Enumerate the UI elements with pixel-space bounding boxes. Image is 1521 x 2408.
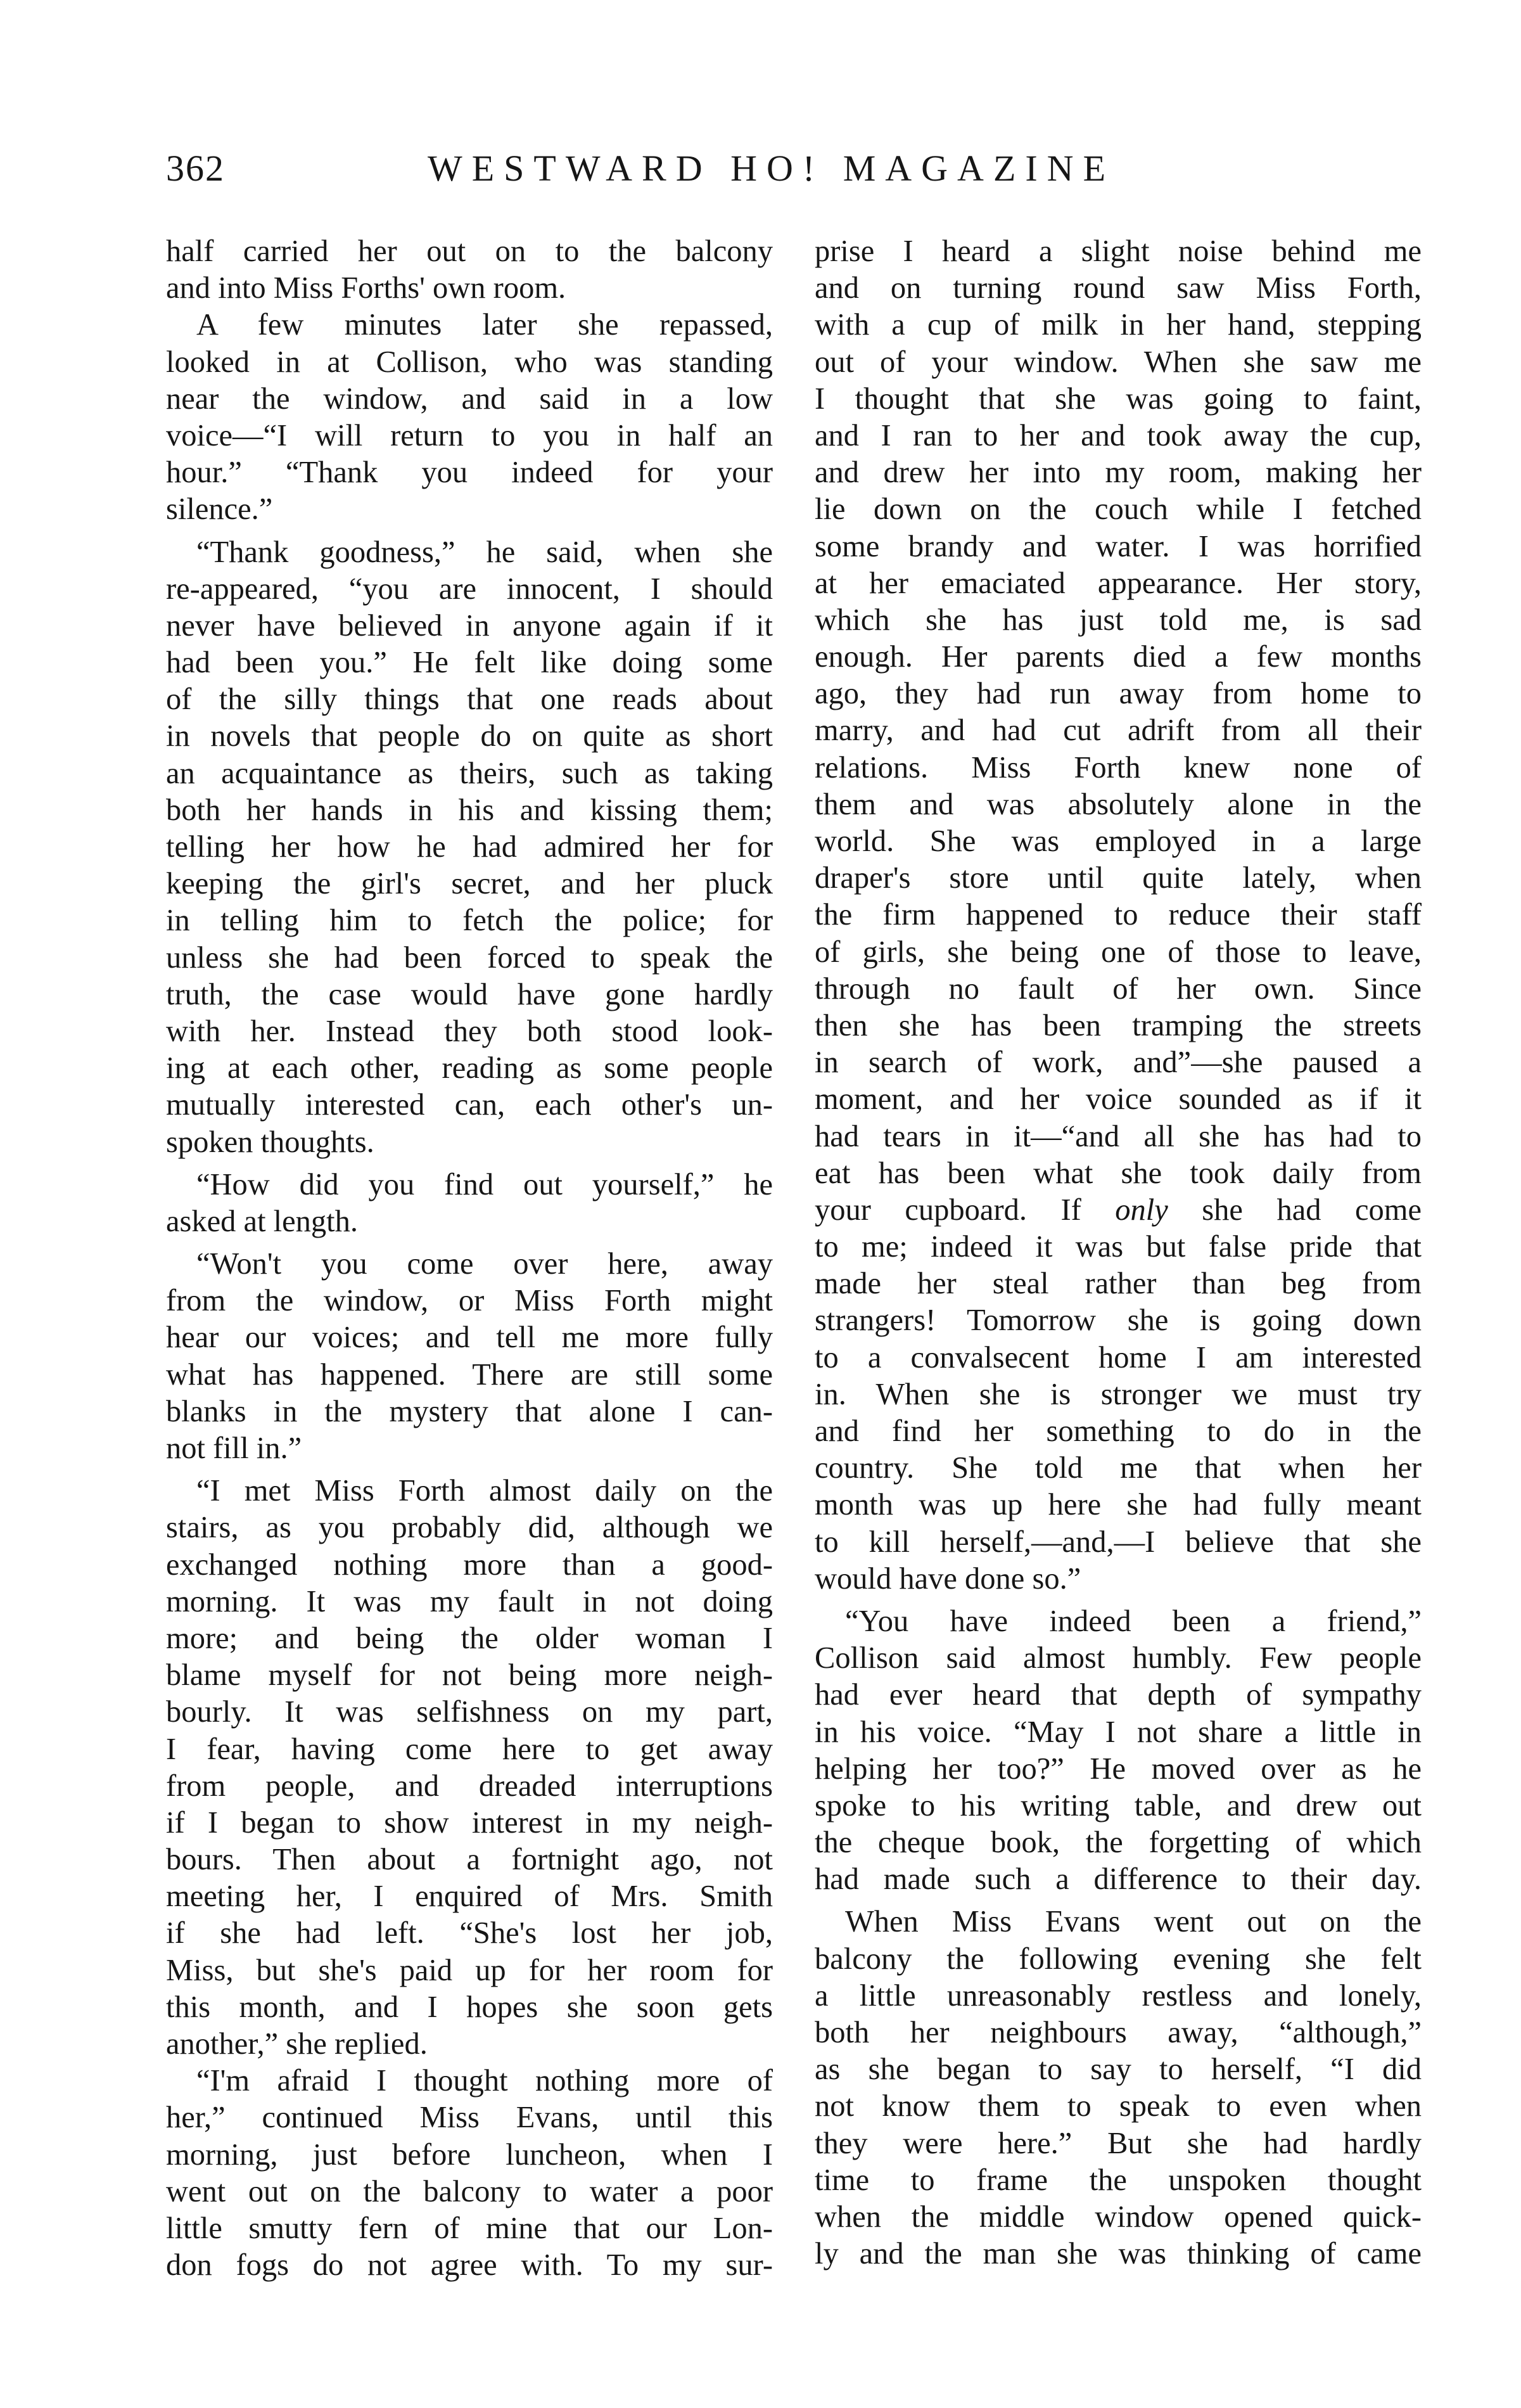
- text-line: this month, and I hopes she soon gets: [166, 1990, 773, 2024]
- text-line: then she has been tramping the streets: [815, 1008, 1422, 1042]
- running-header: [0, 147, 1521, 210]
- text-line: in. When she is stronger we must try: [815, 1377, 1422, 1411]
- text-line: meeting her, I enquired of Mrs. Smith: [166, 1880, 773, 1914]
- text-line: made her steal rather than beg from: [815, 1267, 1422, 1301]
- text-line: truth, the case would have gone hardly: [166, 977, 773, 1011]
- left-column: [166, 233, 773, 2284]
- text-line: in telling him to fetch the police; for: [166, 904, 773, 938]
- text-line: “You have indeed been a friend,”: [845, 1604, 1422, 1638]
- text-line: some brandy and water. I was horrified: [815, 529, 1422, 563]
- text-line: telling her how he had admired her for: [166, 830, 773, 864]
- text-line: hour.” “Thank you indeed for your: [166, 456, 773, 490]
- text-line: blame myself for not being more neigh-: [166, 1658, 773, 1693]
- text-line: looked in at Collison, who was standing: [166, 345, 773, 379]
- text-line: they were here.” But she had hardly: [815, 2126, 1422, 2160]
- text-line: went out on the balcony to water a poor: [166, 2174, 773, 2208]
- text-line: as she began to say to herself, “I did: [815, 2053, 1422, 2087]
- text-line: [815, 1192, 1422, 1229]
- text-line: blanks in the mystery that alone I can-: [166, 1394, 773, 1428]
- text-line: hear our voices; and tell me more fully: [166, 1321, 773, 1355]
- text-line: never have believed in anyone again if it: [166, 608, 773, 643]
- text-line: them and was absolutely alone in the: [815, 787, 1422, 821]
- text-line: ago, they had run away from home to: [815, 677, 1422, 711]
- text-line: bours. Then about a fortnight ago, not: [166, 1843, 773, 1877]
- text-line: Collison said almost humbly. Few people: [815, 1641, 1422, 1675]
- text-line: not fill in.”: [166, 1431, 302, 1465]
- text-line: when the middle window opened quick-: [815, 2200, 1422, 2234]
- text-line: ly and the man she was thinking of came: [815, 2237, 1422, 2271]
- text-line: not know them to speak to even when: [815, 2089, 1422, 2123]
- text-line: an acquaintance as theirs, such as taking: [166, 756, 773, 790]
- text-line: both her neighbours away, “although,”: [815, 2016, 1422, 2049]
- text-line: helping her too?” He moved over as he: [815, 1752, 1422, 1786]
- text-line: morning. It was my fault in not doing: [166, 1584, 773, 1618]
- text-line: and I ran to her and took away the cup,: [815, 418, 1422, 452]
- text-line: keeping the girl's secret, and her pluck: [166, 867, 773, 901]
- text-line: with a cup of milk in her hand, stepping: [815, 308, 1422, 342]
- text-line: through no fault of her own. Since: [815, 971, 1422, 1006]
- text-line: marry, and had cut adrift from all their: [815, 714, 1422, 748]
- text-line: “I met Miss Forth almost daily on the: [196, 1474, 773, 1508]
- text-line: prise I heard a slight noise behind me: [815, 234, 1422, 268]
- text-line: re-appeared, “you are innocent, I should: [166, 572, 773, 606]
- text-line: at her emaciated appearance. Her story,: [815, 566, 1422, 600]
- emphasis-text: only: [1115, 1193, 1168, 1227]
- text-line: would have done so.”: [815, 1561, 1081, 1596]
- text-line: voice—“I will return to you in half an: [166, 418, 773, 452]
- text-fragment: she had come: [1202, 1193, 1422, 1227]
- text-line: draper's store until quite lately, when: [815, 861, 1422, 895]
- text-line: both her hands in his and kissing them;: [166, 793, 773, 827]
- text-line: “How did you find out yourself,” he: [196, 1167, 773, 1201]
- text-line: the cheque book, the forgetting of which: [815, 1826, 1422, 1860]
- text-line: of the silly things that one reads about: [166, 682, 773, 717]
- text-line: had tears in it—“and all she has had to: [815, 1119, 1422, 1153]
- text-line: time to frame the unspoken thought: [815, 2163, 1422, 2197]
- text-line: bourly. It was selfishness on my part,: [166, 1695, 773, 1729]
- text-line: more; and being the older woman I: [166, 1621, 773, 1655]
- text-line: morning, just before luncheon, when I: [166, 2137, 773, 2172]
- text-line: ing at each other, reading as some people: [166, 1051, 773, 1086]
- text-line: “Thank goodness,” he said, when she: [196, 535, 773, 569]
- text-line: near the window, and said in a low: [166, 381, 773, 416]
- text-line: had ever heard that depth of sympathy: [815, 1678, 1422, 1712]
- text-line: world. She was employed in a large: [815, 824, 1422, 858]
- text-line: moment, and her voice sounded as if it: [815, 1082, 1422, 1117]
- text-line: stairs, as you probably did, although we: [166, 1511, 773, 1545]
- magazine-title: WESTWARD HO! MAGAZINE: [428, 148, 1116, 189]
- text-line: if she had left. “She's lost her job,: [166, 1916, 773, 1950]
- text-line: a little unreasonably restless and lonely,: [815, 1978, 1422, 2013]
- text-line: “I'm afraid I thought nothing more of: [196, 2064, 773, 2098]
- text-line: to me; indeed it was but false pride that: [815, 1230, 1422, 1264]
- text-line: little smutty fern of mine that our Lon-: [166, 2211, 773, 2245]
- text-line: of girls, she being one of those to leave,: [815, 935, 1422, 969]
- text-line: silence.”: [166, 492, 273, 527]
- text-line: to kill herself,—and,—I believe that she: [815, 1525, 1422, 1559]
- text-line: unless she had been forced to speak the: [166, 940, 773, 975]
- text-line: which she has just told me, is sad: [815, 603, 1422, 637]
- text-fragment: your cupboard. If: [815, 1193, 1081, 1227]
- text-line: the firm happened to reduce their staff: [815, 898, 1422, 932]
- text-line: what has happened. There are still some: [166, 1357, 773, 1392]
- text-line: enough. Her parents died a few months: [815, 640, 1422, 674]
- text-line: and into Miss Forths' own room.: [166, 271, 566, 305]
- text-line: her,” continued Miss Evans, until this: [166, 2101, 773, 2135]
- text-line: and on turning round saw Miss Forth,: [815, 271, 1422, 305]
- text-line: to a convalsecent home I am interested: [815, 1340, 1422, 1374]
- text-line: and find her something to do in the: [815, 1414, 1422, 1448]
- text-line: with her. Instead they both stood look-: [166, 1014, 773, 1048]
- page-number: 362: [166, 148, 225, 189]
- text-line: in his voice. “May I not share a little in: [815, 1715, 1422, 1749]
- text-line: half carried her out on to the balcony: [166, 234, 773, 268]
- text-line: out of your window. When she saw me: [815, 345, 1422, 379]
- text-line: from people, and dreaded interruptions: [166, 1769, 773, 1803]
- text-line: relations. Miss Forth knew none of: [815, 750, 1422, 785]
- text-line: I thought that she was going to faint,: [815, 381, 1422, 416]
- text-line: A few minutes later she repassed,: [196, 308, 773, 342]
- text-line: strangers! Tomorrow she is going down: [815, 1303, 1422, 1338]
- text-line: mutually interested can, each other's un-: [166, 1088, 773, 1122]
- text-line: had been you.” He felt like doing some: [166, 646, 773, 680]
- text-line: When Miss Evans went out on the: [845, 1905, 1422, 1939]
- text-line: exchanged nothing more than a good-: [166, 1547, 773, 1582]
- text-line: and drew her into my room, making her: [815, 456, 1422, 490]
- text-line: spoken thoughts.: [166, 1125, 374, 1159]
- text-line: in novels that people do on quite as short: [166, 719, 773, 753]
- text-line: don fogs do not agree with. To my sur-: [166, 2248, 773, 2283]
- text-line: asked at length.: [166, 1204, 359, 1238]
- right-column: [815, 233, 1422, 2272]
- text-line: country. She told me that when her: [815, 1451, 1422, 1485]
- text-line: “Won't you come over here, away: [196, 1247, 773, 1281]
- text-line: Miss, but she's paid up for her room for: [166, 1953, 773, 1987]
- text-line: I fear, having come here to get away: [166, 1732, 773, 1766]
- text-line: lie down on the couch while I fetched: [815, 492, 1422, 527]
- text-line: had made such a difference to their day.: [815, 1862, 1422, 1897]
- text-line: balcony the following evening she felt: [815, 1942, 1422, 1976]
- text-line: spoke to his writing table, and drew out: [815, 1788, 1422, 1822]
- text-line: month was up here she had fully meant: [815, 1488, 1422, 1522]
- text-line: from the window, or Miss Forth might: [166, 1284, 773, 1318]
- text-line: in search of work, and”—she paused a: [815, 1046, 1422, 1080]
- text-line: eat has been what she took daily from: [815, 1156, 1422, 1190]
- text-line: if I began to show interest in my neigh-: [166, 1805, 773, 1840]
- text-line: another,” she replied.: [166, 2027, 428, 2061]
